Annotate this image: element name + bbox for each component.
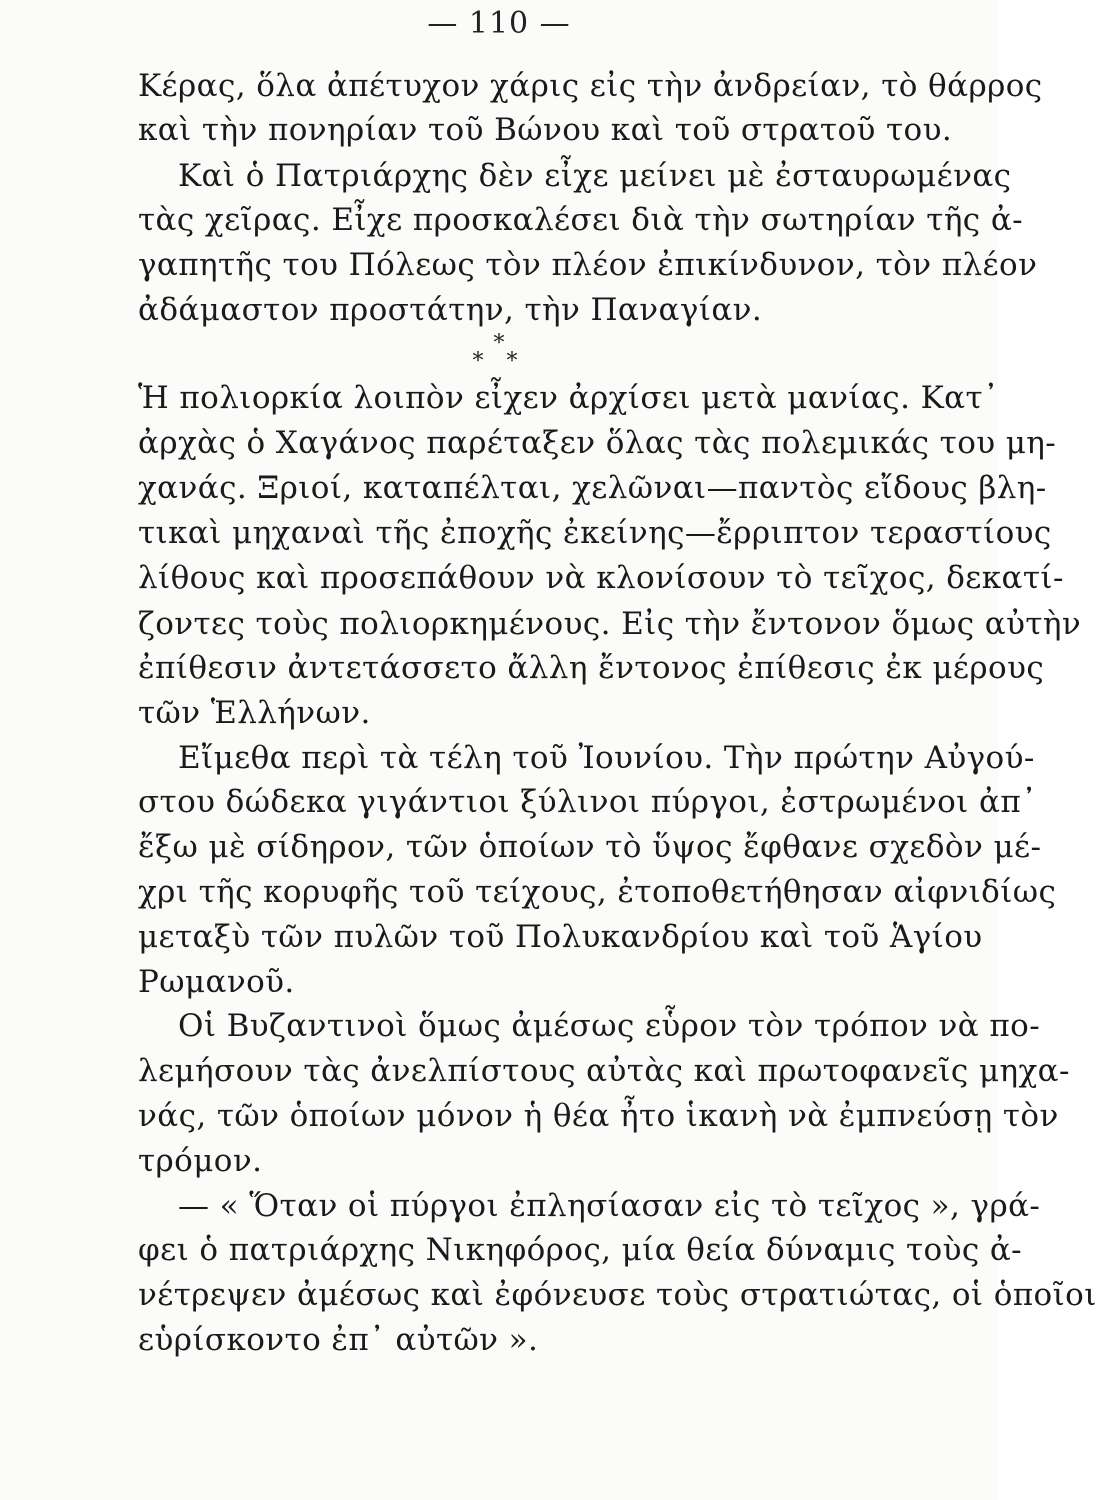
asterism-bottom: * *: [472, 349, 526, 374]
text-line: — « Ὅταν οἱ πύργοι ἐπλησίασαν εἰς τὸ τεῖχος », γρά-: [178, 1188, 1041, 1224]
text-line: μεταξὺ τῶν πυλῶν τοῦ Πολυκανδρίου καὶ τοῦ Ἁγίου: [138, 919, 983, 955]
text-line: τικαὶ μηχαναὶ τῆς ἐποχῆς ἐκείνης—ἔρριπτον τεραστίους: [138, 515, 1052, 551]
text-line: λίθους καὶ προσεπάθουν νὰ κλονίσουν τὸ τεῖχος, δεκατί-: [138, 560, 1064, 596]
text-line: εὑρίσκοντο ἐπ᾽ αὐτῶν ».: [138, 1322, 539, 1358]
text-line: Ἡ πολιορκία λοιπὸν εἶχεν ἀρχίσει μετὰ μανίας. Κατ᾽: [138, 380, 999, 416]
text-line: στου δώδεκα γιγάντιοι ξύλινοι πύργοι, ἐστρωμένοι ἀπ᾽: [138, 784, 1037, 820]
text-line: ἔξω μὲ σίδηρον, τῶν ὁποίων τὸ ὕψος ἔφθανε σχεδὸν μέ-: [138, 829, 1042, 865]
text-line: τὰς χεῖρας. Εἶχε προσκαλέσει διὰ τὴν σωτηρίαν τῆς ἀ-: [138, 202, 1024, 238]
text-line: χρι τῆς κορυφῆς τοῦ τείχους, ἐτοποθετήθησαν αἰφνιδίως: [138, 874, 1057, 910]
text-line: Ρωμανοῦ.: [138, 964, 295, 1000]
text-line: τρόμον.: [138, 1143, 263, 1179]
text-line: Οἱ Βυζαντινοὶ ὅμως ἀμέσως εὗρον τὸν τρόπον νὰ πο-: [178, 1008, 1041, 1044]
text-line: Καὶ ὁ Πατριάρχης δὲν εἶχε μείνει μὲ ἐσταυρωμένας: [178, 158, 1012, 194]
text-line: φει ὁ πατριάρχης Νικηφόρος, μία θεία δύναμις τοὺς ἀ-: [138, 1232, 1023, 1268]
text-line: γαπητῆς του Πόλεως τὸν πλέον ἐπικίνδυνον, τὸν πλέον: [138, 247, 1038, 283]
text-line: ἀδάμαστον προστάτην, τὴν Παναγίαν.: [138, 292, 763, 328]
asterism-top: *: [493, 331, 505, 356]
text-line: Κέρας, ὅλα ἀπέτυχον χάρις εἰς τὴν ἀνδρείαν, τὸ θάρρος: [138, 68, 1043, 104]
text-line: ἐπίθεσιν ἀντετάσσετο ἄλλη ἔντονος ἐπίθεσις ἐκ μέρους: [138, 650, 1045, 686]
section-asterism: [0, 331, 998, 374]
text-line: ἀρχὰς ὁ Χαγάνος παρέταξεν ὅλας τὰς πολεμικάς του μη-: [138, 425, 1057, 461]
text-line: νάς, τῶν ὁποίων μόνον ἡ θέα ἦτο ἱκανὴ νὰ ἐμπνεύσῃ τὸν: [138, 1098, 1059, 1134]
text-line: τῶν Ἑλλήνων.: [138, 695, 371, 731]
text-line: καὶ τὴν πονηρίαν τοῦ Βώνου καὶ τοῦ στρατοῦ του.: [138, 112, 953, 148]
text-line: Εἴμεθα περὶ τὰ τέλη τοῦ Ἰουνίου. Τὴν πρώτην Αὐγού-: [178, 740, 1035, 776]
text-line: χανάς. Ξριοί, καταπέλται, χελῶναι—παντὸς εἴδους βλη-: [138, 470, 1047, 506]
text-line: νέτρεψεν ἀμέσως καὶ ἐφόνευσε τοὺς στρατιώτας, οἱ ὁποῖοι: [138, 1277, 1097, 1313]
page-number: — 110 —: [427, 6, 571, 41]
text-line: λεμήσουν τὰς ἀνελπίστους αὐτὰς καὶ πρωτοφανεῖς μηχα-: [138, 1053, 1070, 1089]
text-line: ζοντες τοὺς πολιορκημένους. Εἰς τὴν ἔντονον ὅμως αὐτὴν: [138, 606, 1082, 642]
